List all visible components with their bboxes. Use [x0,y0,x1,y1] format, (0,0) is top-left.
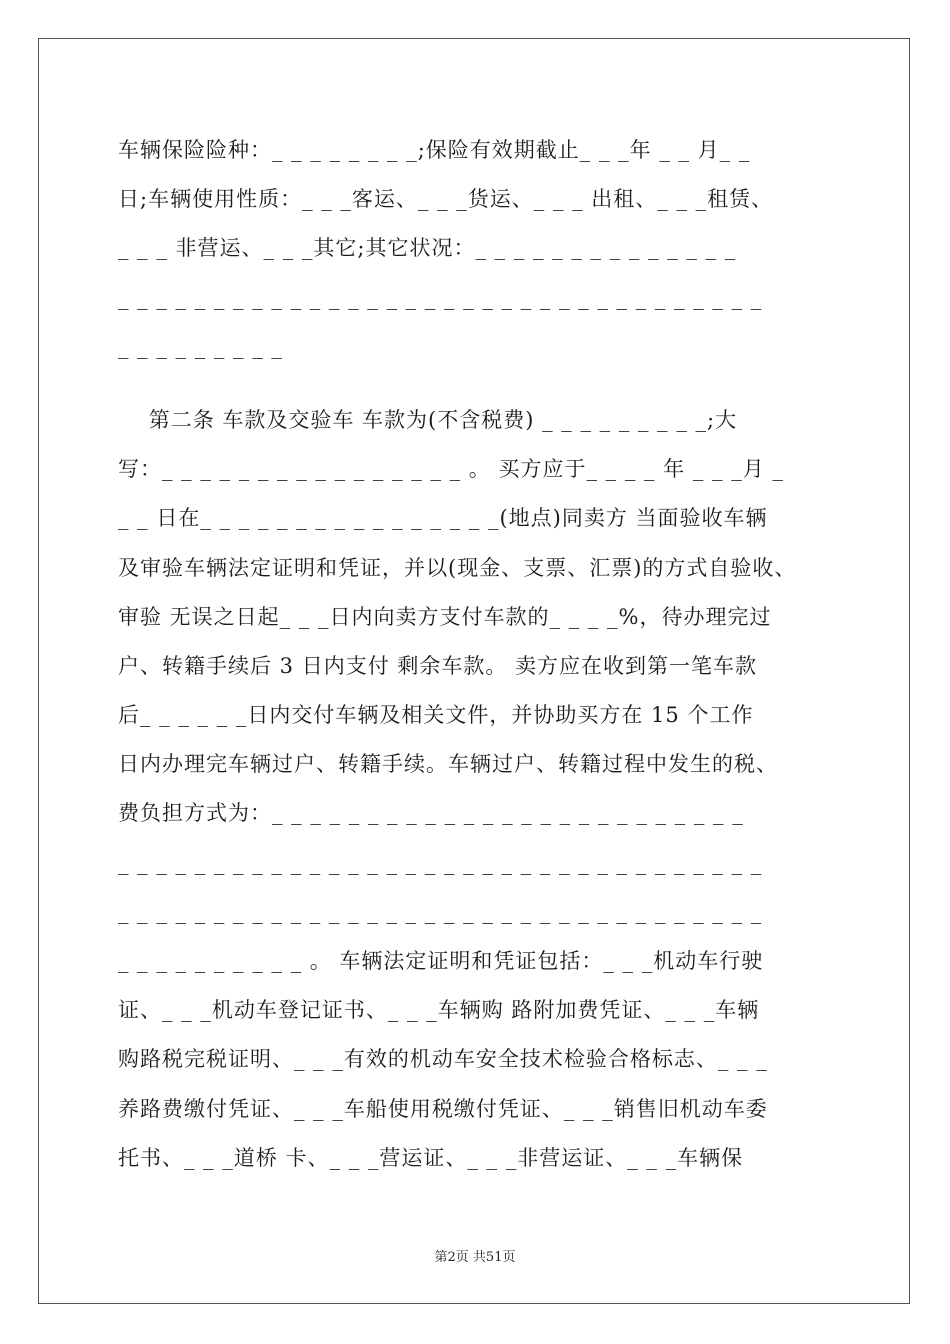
text-line: 购路税完税证明、_ _ _有效的机动车安全技术检验合格标志、_ _ _ [118,1047,768,1072]
paragraph-gap [118,372,848,396]
text-line: 日内办理完车辆过户、转籍手续。车辆过户、转籍过程中发生的税、 [118,752,778,777]
text-line: 托书、_ _ _道桥 卡、_ _ _营运证、_ _ _非营运证、_ _ _车辆保 [118,1145,744,1170]
page-number-footer: 第2页 共51页 [434,1250,516,1265]
text-line: 证、_ _ _机动车登记证书、_ _ _车辆购 路附加费凭证、_ _ _车辆 [118,998,760,1023]
text-line: 日;车辆使用性质：_ _ _客运、_ _ _货运、_ _ _ 出租、_ _ _租赁、 [118,187,774,212]
section-article-2 [118,396,848,1183]
text-line: _ _ _ _ _ _ _ _ _ _ 。 车辆法定证明和凭证包括：_ _ _机动车行驶 [118,949,764,973]
text-line: 写：_ _ _ _ _ _ _ _ _ _ _ _ _ _ _ _ 。 买方应于_ _ _ _ 年 _ _ _月 _ [118,457,784,482]
text-line: 及审验车辆法定证明和凭证，并以(现金、支票、汇票)的方式自验收、 [118,555,797,580]
text-line: 车辆保险险种：_ _ _ _ _ _ _ _;保险有效期截止_ _ _年 _ _ 月_ _ [118,138,751,162]
text-line: 费负担方式为：_ _ _ _ _ _ _ _ _ _ _ _ _ _ _ _ _ _ _ _ _ _ _ _ _ [118,801,744,826]
text-line: 后_ _ _ _ _ _日内交付车辆及相关文件，并协助买方在 15 个工作 [118,703,754,728]
text-line: _ _ _ _ _ _ _ _ _ _ _ _ _ _ _ _ _ _ _ _ _ _ _ _ _ _ _ _ _ _ _ _ _ _ [118,899,763,924]
text-line: _ _ 日在_ _ _ _ _ _ _ _ _ _ _ _ _ _ _ _(地点)同卖方 当面验收车辆 [118,506,768,531]
text-line: _ _ _ _ _ _ _ _ _ [118,334,283,359]
text-line: 户、转籍手续后 3 日内支付 剩余车款。 卖方应在收到第一笔车款 [118,653,758,678]
section-insurance-usage [118,126,848,372]
text-line: 第二条 车款及交验车 车款为(不含税费) _ _ _ _ _ _ _ _ _;大 [118,407,738,432]
text-line: _ _ _ _ _ _ _ _ _ _ _ _ _ _ _ _ _ _ _ _ _ _ _ _ _ _ _ _ _ _ _ _ _ _ [118,850,763,875]
text-line: 养路费缴付凭证、_ _ _车船使用税缴付凭证、_ _ _销售旧机动车委 [118,1096,768,1121]
text-line: _ _ _ 非营运、_ _ _其它;其它状况：_ _ _ _ _ _ _ _ _ _ _ _ _ _ [118,236,737,261]
text-line: 审验 无误之日起_ _ _日内向卖方支付车款的_ _ _ _%，待办理完过 [118,604,772,629]
text-line: _ _ _ _ _ _ _ _ _ _ _ _ _ _ _ _ _ _ _ _ _ _ _ _ _ _ _ _ _ _ _ _ _ _ [118,285,763,310]
document-body [118,126,848,1183]
